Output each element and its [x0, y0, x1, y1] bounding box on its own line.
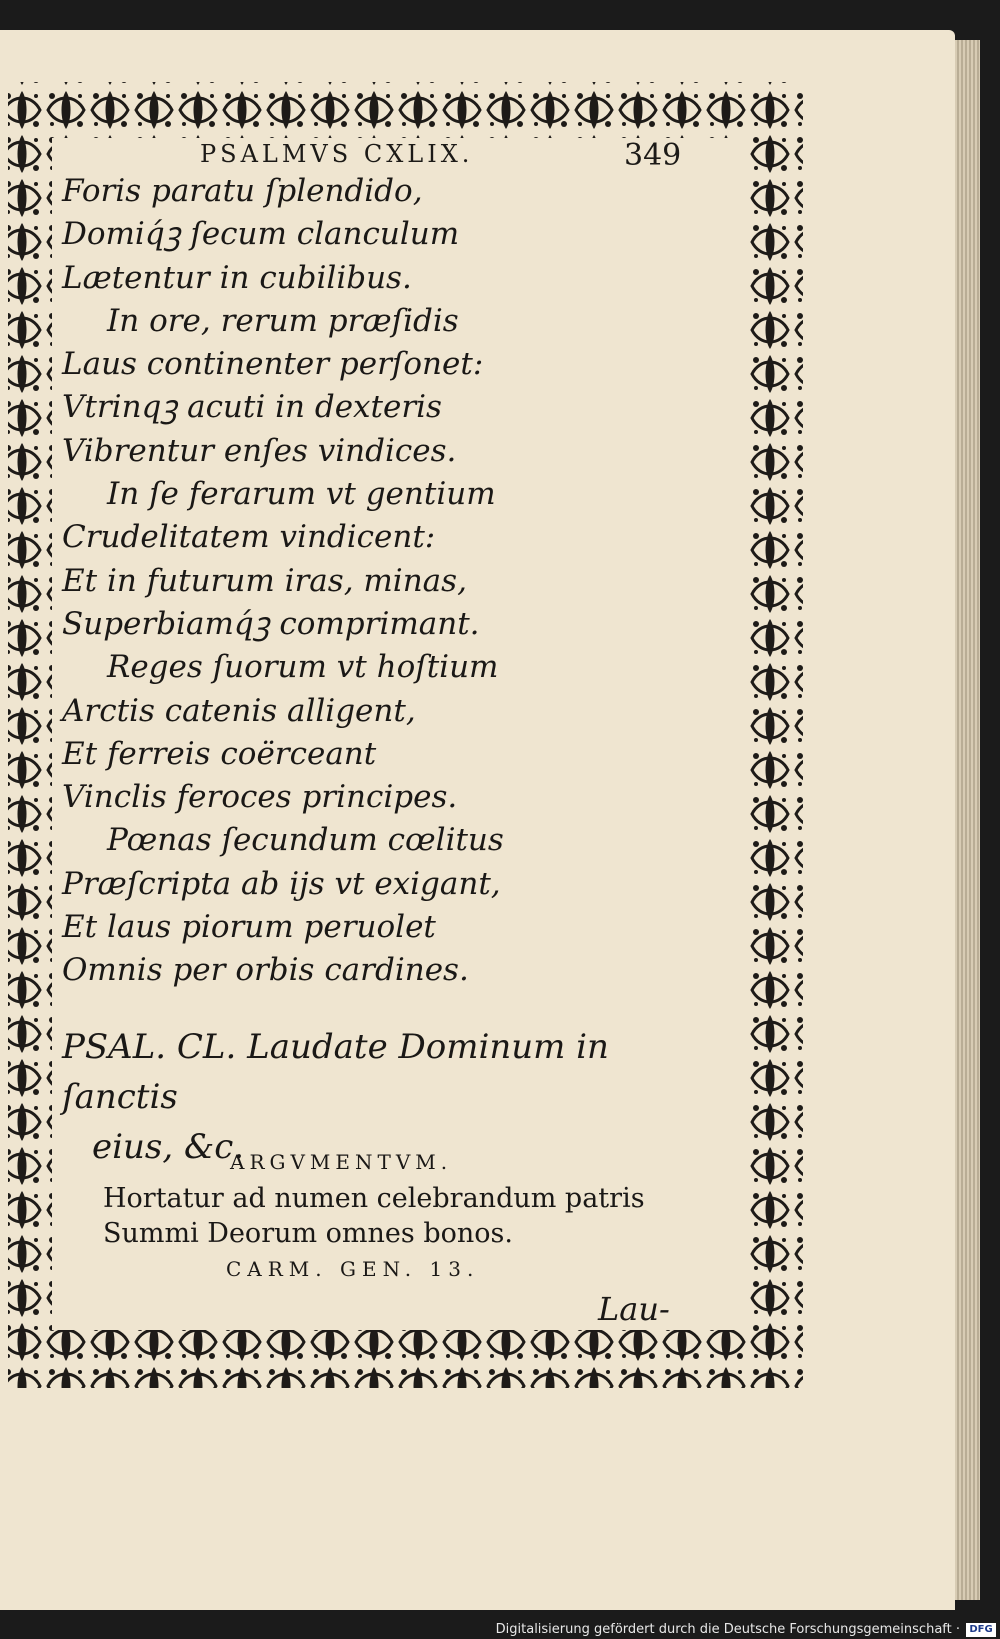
- verse-line: Reges ſuorum vt hoſtium: [107, 649, 499, 686]
- verse-line: Et laus piorum peruolet: [62, 909, 436, 946]
- verse-line: Foris paratu ſplendido,: [62, 173, 423, 209]
- catchword: Lau-: [598, 1290, 670, 1328]
- page-number: 349: [624, 138, 682, 173]
- verse-block: [62, 170, 702, 993]
- verse-line: In ſe ferarum vt gentium: [107, 476, 496, 513]
- argumentum-line: Hortatur ad numen celebrandum patris: [103, 1183, 645, 1214]
- verse-line: Superbiamq́ꝫ comprimant.: [62, 605, 480, 642]
- verse-line: Arctis catenis alligent,: [62, 692, 416, 729]
- psalm-heading-text: PSAL. CL. Laudate Dominum in ſanctis: [62, 1027, 609, 1117]
- digitization-credit: Digitalisierung gefördert durch die Deutsche Forschungsgemeinschaft ·: [495, 1622, 960, 1637]
- psalm-heading-continuation: eius, &c.: [92, 1127, 245, 1167]
- verse-line: Vibrentur enſes vindices.: [62, 432, 457, 469]
- verse-line: Et ferreis coërceant: [62, 735, 377, 772]
- verse-line: Domiq́ꝫ ſecum clanculum: [62, 216, 460, 253]
- verse-line: Crudelitatem vindicent:: [62, 519, 436, 556]
- verse-line: Præſcripta ab ijs vt exigant,: [62, 865, 501, 902]
- verse-line: Pœnas ſecundum cœlitus: [107, 822, 504, 859]
- verse-line: Vinclis feroces principes.: [62, 779, 458, 816]
- argumentum-line: Summi Deorum omnes bonos.: [103, 1218, 513, 1249]
- verse-line: Laus continenter perſonet:: [62, 346, 484, 383]
- verse-line: In ore, rerum præſidis: [107, 302, 459, 339]
- argumentum-heading: ARGVMENTVM.: [230, 1150, 453, 1174]
- running-head: PSALMVS CXLIX.: [200, 140, 474, 168]
- verse-line: Omnis per orbis cardines.: [62, 952, 469, 989]
- verse-line: Vtrinqꝫ acuti in dexteris: [62, 389, 442, 426]
- dfg-logo: DFG: [966, 1623, 996, 1637]
- verse-line: Lætentur in cubilibus.: [62, 259, 412, 296]
- carmen-reference: CARM. GEN. 13.: [226, 1257, 480, 1281]
- verse-line: Et in futurum iras, minas,: [62, 562, 467, 599]
